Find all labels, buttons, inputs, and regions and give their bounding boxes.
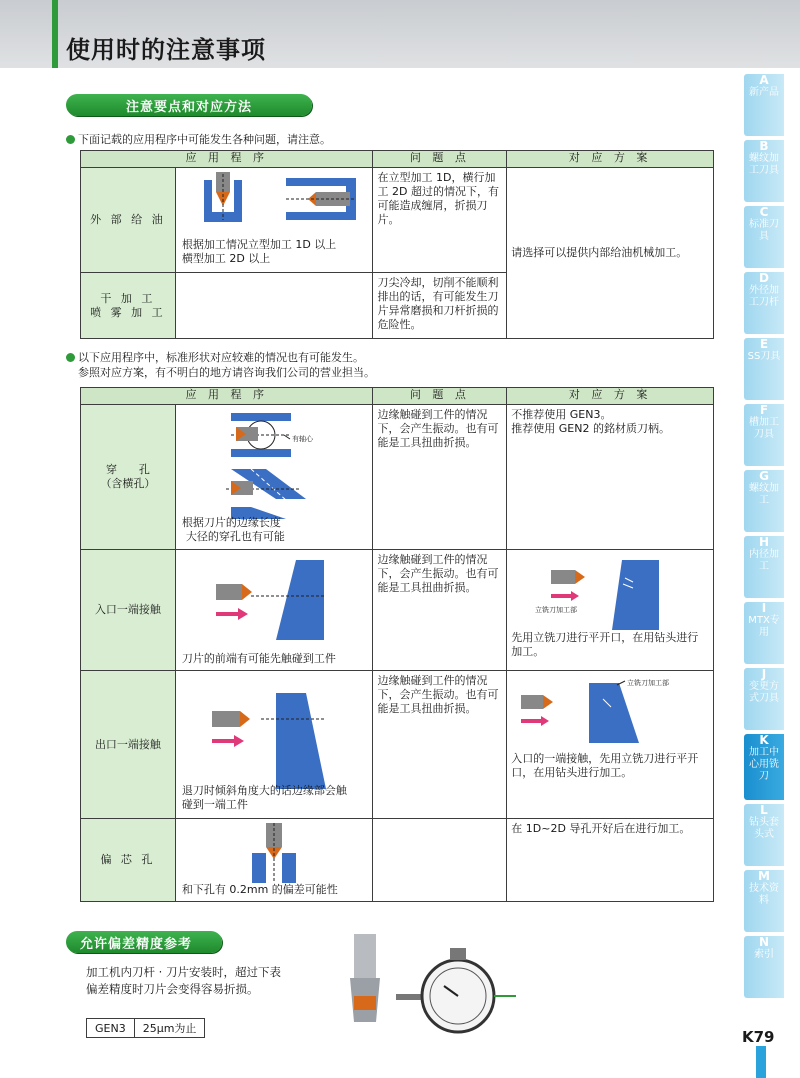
figure-cell [175, 405, 373, 550]
sidebar-tab-letter: A [759, 73, 769, 87]
figure-label: 立铣刀加工部 [627, 679, 670, 687]
problem-text: 边缘触碰到工件的情况下，会产生振动。也有可能是工具扭曲折损。 [377, 674, 499, 715]
sidebar-tab-letter: D [759, 271, 769, 285]
sidebar-tab-label: 钻头套头式 [749, 817, 779, 840]
section-title-pill: 注意要点和对应方法 [66, 94, 312, 116]
sidebar-tab-l[interactable] [744, 804, 784, 866]
sidebar-tab-label: MTX专用 [748, 615, 780, 638]
sidebar-tab-letter: M [758, 869, 770, 883]
endmill-exit-diagram [507, 677, 714, 747]
col-header: 应 用 程 序 [81, 388, 373, 405]
col-header: 问 题 点 [373, 388, 507, 405]
sidebar-tab-letter: E [759, 337, 769, 351]
page-title: 使用时的注意事项 [66, 36, 266, 64]
table-1 [80, 150, 714, 339]
sidebar-tab-c[interactable] [744, 206, 784, 268]
sidebar-tab-j[interactable] [744, 668, 784, 730]
figure-caption: 碰到一端工件 [181, 798, 248, 811]
solution-text: 先用立铣刀进行平开口，在用钻头进行加工。 [511, 631, 699, 658]
sidebar-tab-h[interactable] [744, 536, 784, 598]
sidebar-tab-letter: N [758, 935, 770, 949]
page-header [0, 0, 800, 68]
figure-caption: 和下孔有 0.2mm 的偏差可能性 [181, 883, 338, 896]
section-title-pill: 允许偏差精度参考 [66, 931, 222, 953]
cross-hole-diagram [176, 409, 374, 519]
sidebar-tab-letter: C [759, 205, 769, 219]
col-header: 问 题 点 [373, 151, 507, 168]
sidebar-tab-label: 技术资料 [749, 883, 779, 906]
figure-cell [175, 273, 373, 339]
figure-label: 有轴心 [291, 435, 313, 443]
col-header: 对 应 方 案 [507, 388, 714, 405]
col-header: 对 应 方 案 [507, 151, 714, 168]
problem-text: 在立型加工 1D，横行加工 2D 超过的情况下，有可能造成缠屑，折损刀片。 [377, 171, 499, 226]
row-label: 干 加 工 喷 雾 加 工 [81, 273, 176, 339]
page-marker [756, 1046, 766, 1078]
sidebar-tab-label: 槽加工刀具 [749, 417, 779, 440]
sidebar-tab-letter: F [759, 403, 769, 417]
row-label: 入口一端接触 [81, 550, 176, 671]
solution-text: 在 1D~2D 导孔开好后在进行加工。 [511, 822, 691, 835]
entry-contact-diagram [176, 556, 374, 646]
sidebar-tab-letter: K [759, 733, 769, 747]
bullet-dot-icon [66, 135, 75, 144]
sidebar-tab-e[interactable] [744, 338, 784, 400]
sidebar-tab-letter: J [761, 667, 767, 681]
sidebar-tab-a[interactable] [744, 74, 784, 136]
sidebar-tab-letter: L [760, 803, 768, 817]
sidebar-tab-letter: I [761, 601, 767, 615]
section1-note: 下面记载的应用程序中可能发生各种问题，请注意。 [66, 132, 331, 147]
sidebar-tab-letter: B [759, 139, 769, 153]
tolerance-text: 偏差精度时刀片会变得容易折损。 [86, 982, 259, 996]
figure-caption: 根据刀片的边缘长度 [181, 516, 281, 529]
table-2 [80, 387, 714, 902]
sidebar-tab-m[interactable] [744, 870, 784, 932]
tolerance-table [86, 1018, 205, 1038]
solution-text: 请选择可以提供内部给油机械加工。 [511, 246, 688, 259]
figure-cell [175, 671, 373, 819]
dial-indicator-illustration [340, 926, 530, 1046]
solution-text: 入口的一端接触，先用立铣刀进行平开口，在用钻头进行加工。 [511, 752, 699, 779]
sidebar-tab-d[interactable] [744, 272, 784, 334]
figure-caption: 横型加工 2D 以上 [181, 252, 271, 265]
sidebar-tab-k[interactable] [744, 734, 784, 800]
sidebar-tab-letter: H [758, 535, 770, 549]
tolerance-name: GEN3 [87, 1019, 135, 1038]
header-accent-bar [52, 0, 58, 68]
external-coolant-diagram [176, 172, 374, 232]
sidebar-tab-label: 螺纹加工 [749, 483, 779, 506]
figure-caption: 大径的穿孔也有可能 [185, 530, 285, 543]
tolerance-text: 加工机内刀杆 · 刀片安装时，超过下表 [86, 965, 281, 979]
solution-text: 推荐使用 GEN2 的銘材质刀柄。 [511, 422, 670, 435]
solution-text: 不推荐使用 GEN3。 [511, 408, 612, 421]
page-number: K79 [742, 1028, 775, 1046]
row-label: 偏 芯 孔 [81, 819, 176, 902]
section2-note: 以下应用程序中，标准形状对应较难的情况也有可能发生。 参照对应方案，有不明白的地方请咨询我们公司的营业担当。 [66, 350, 375, 380]
sidebar-tab-label: 加工中心用铣刀 [749, 747, 779, 782]
row-label: 外 部 给 油 [81, 168, 176, 273]
tolerance-value: 25μm为止 [134, 1019, 205, 1038]
sidebar-tab-label: 外径加工刀杆 [749, 285, 779, 308]
figure-cell [175, 550, 373, 671]
row-label: 穿 孔 （含横孔） [81, 405, 176, 550]
sidebar-tab-letter: G [759, 469, 769, 483]
col-header: 应 用 程 序 [81, 151, 373, 168]
sidebar-tab-label: 索引 [754, 949, 774, 960]
sidebar-tab-i[interactable] [744, 602, 784, 664]
problem-text: 边缘触碰到工件的情况下，会产生振动。也有可能是工具扭曲折损。 [377, 553, 499, 594]
figure-label: 立铣刀加工部 [535, 606, 578, 614]
bullet-dot-icon [66, 353, 75, 362]
endmill-entry-diagram [507, 556, 714, 636]
exit-contact-diagram [176, 689, 374, 789]
sidebar-tab-label: 标准刀具 [749, 219, 779, 242]
sidebar-tab-label: 内径加工 [749, 549, 779, 572]
eccentric-hole-diagram [176, 823, 374, 883]
row-label: 出口一端接触 [81, 671, 176, 819]
sidebar-tab-label: 螺纹加工刀具 [749, 153, 779, 176]
sidebar-tab-label: 新产品 [749, 87, 779, 98]
figure-caption: 退刀时倾斜角度大的话边缘部会触 [181, 784, 347, 797]
sidebar-tab-label: 变更方式刀具 [749, 681, 779, 704]
sidebar-tab-b[interactable] [744, 140, 784, 202]
sidebar-tab-label: SS刀具 [747, 351, 781, 362]
figure-caption: 根据加工情况立型加工 1D 以上 [181, 238, 337, 251]
sidebar-tab-n[interactable] [744, 936, 784, 998]
figure-cell [175, 168, 373, 273]
sidebar-tab-g[interactable] [744, 470, 784, 532]
problem-text: 边缘触碰到工件的情况下，会产生振动。也有可能是工具扭曲折损。 [377, 408, 499, 449]
figure-caption: 刀片的前端有可能先触碰到工件 [181, 652, 336, 665]
sidebar-tab-f[interactable] [744, 404, 784, 466]
problem-text: 刀尖冷却，切削不能顺利排出的话，有可能发生刀片异常磨损和刀杆折损的危险性。 [377, 276, 499, 331]
figure-cell [175, 819, 373, 902]
